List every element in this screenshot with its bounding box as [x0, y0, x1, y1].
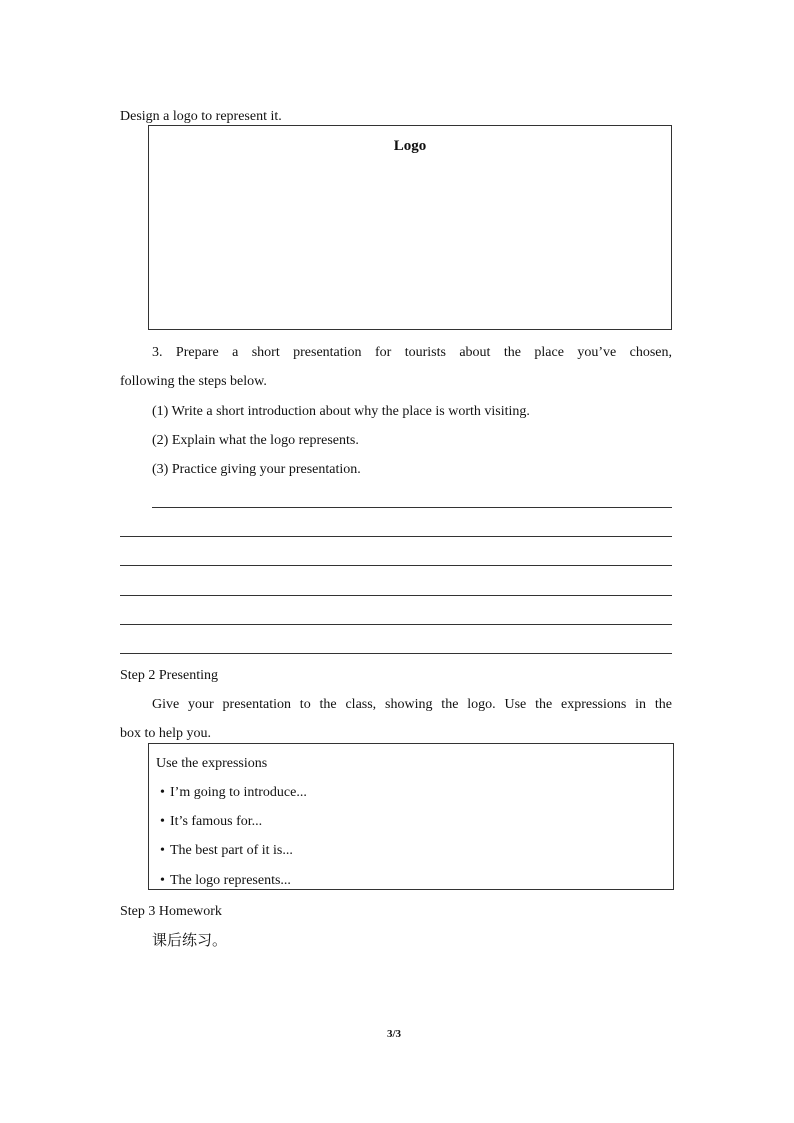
- bullet-icon: •: [160, 843, 165, 858]
- task3-line1: 3. Prepare a short presentation for tourists about the place you’ve chosen,: [152, 345, 672, 360]
- step3-heading: Step 3 Homework: [120, 904, 222, 919]
- expression-item: • It’s famous for...: [160, 814, 263, 829]
- logo-box-title: Logo: [393, 138, 427, 154]
- expression-item: • The best part of it is...: [160, 843, 293, 858]
- step2-line1: Give your presentation to the class, showing the logo. Use the expressions in the: [152, 697, 672, 712]
- writing-line: [120, 595, 672, 596]
- logo-drawing-box: [148, 125, 672, 330]
- bullet-icon: •: [160, 785, 165, 800]
- task3-line2: following the steps below.: [120, 374, 267, 389]
- expressions-box: [148, 743, 674, 890]
- step2-line2: box to help you.: [120, 726, 211, 741]
- task3-step-1: (1) Write a short introduction about why the place is worth visiting.: [152, 404, 530, 419]
- step3-homework-text: 课后练习。: [152, 931, 228, 949]
- writing-line: [120, 624, 672, 625]
- expression-item: • The logo represents...: [160, 873, 291, 888]
- page-number: 3/3: [387, 1028, 402, 1040]
- writing-line: [152, 507, 672, 508]
- writing-line: [120, 653, 672, 654]
- intro-instruction: Design a logo to represent it.: [120, 109, 282, 124]
- bullet-icon: •: [160, 873, 165, 888]
- step2-heading: Step 2 Presenting: [120, 668, 218, 683]
- writing-line: [120, 565, 672, 566]
- writing-line: [120, 536, 672, 537]
- task3-step-2: (2) Explain what the logo represents.: [152, 433, 359, 448]
- bullet-icon: •: [160, 814, 165, 829]
- task3-step-3: (3) Practice giving your presentation.: [152, 462, 361, 477]
- expression-item: • I’m going to introduce...: [160, 785, 307, 800]
- expressions-box-title: Use the expressions: [156, 756, 268, 771]
